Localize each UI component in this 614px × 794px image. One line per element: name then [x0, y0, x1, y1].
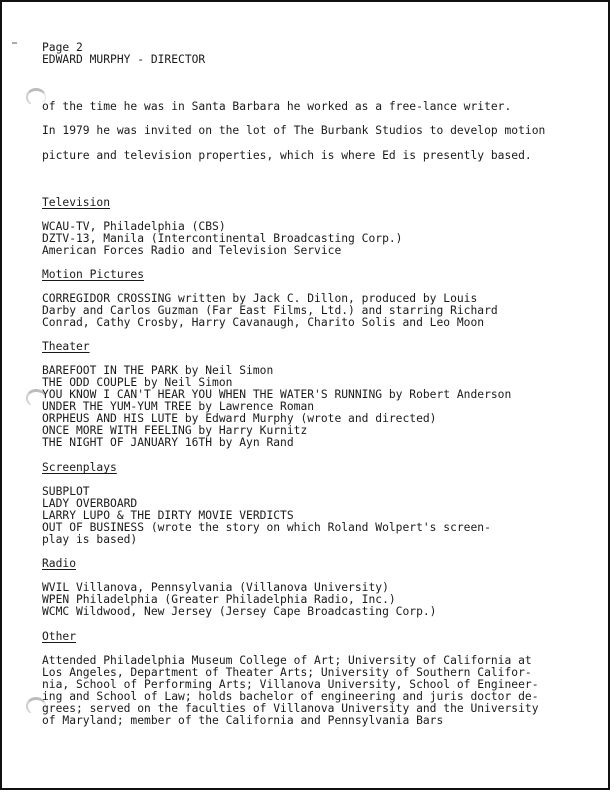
section-line: THE ODD COUPLE by Neil Simon — [42, 376, 233, 389]
section-line: Attended Philadelphia Museum College of Art; University of California at — [42, 654, 532, 667]
intro-line: picture and television properties, which is where Ed is presently based. — [42, 149, 532, 162]
section-heading-theater: Theater — [42, 340, 90, 353]
section-line: American Forces Radio and Television Service — [42, 244, 342, 257]
section-line: SUBPLOT — [42, 485, 90, 498]
section-heading-other: Other — [42, 630, 77, 643]
section-line: of Maryland; member of the California and Pennsylvania Bars — [42, 714, 444, 727]
section-line: nia, School of Performing Arts; Villanova University, School of Engineer- — [42, 678, 539, 691]
section-line: Los Angeles, Department of Theater Arts; University of Southern Califor- — [42, 666, 532, 679]
section-line: THE NIGHT OF JANUARY 16TH by Ayn Rand — [42, 436, 294, 449]
section-line: CORREGIDOR CROSSING written by Jack C. Dillon, produced by Louis — [42, 292, 478, 305]
section-heading-television: Television — [42, 196, 111, 209]
section-line: Darby and Carlos Guzman (Far East Films, Ltd.) and starring Richard — [42, 304, 498, 317]
section-line: UNDER THE YUM-YUM TREE by Lawrence Roman — [42, 400, 315, 413]
section-line: YOU KNOW I CAN'T HEAR YOU WHEN THE WATER'S RUNNING by Robert Anderson — [42, 388, 512, 401]
section-line: DZTV-13, Manila (Intercontinental Broadcasting Corp.) — [42, 232, 403, 245]
section-line: LARRY LUPO & THE DIRTY MOVIE VERDICTS — [42, 509, 294, 522]
section-line: ORPHEUS AND HIS LUTE by Edward Murphy (wrote and directed) — [42, 412, 437, 425]
section-line: WPEN Philadelphia (Greater Philadelphia Radio, Inc.) — [42, 593, 396, 606]
section-line: OUT OF BUSINESS (wrote the story on which Roland Wolpert's screen- — [42, 521, 491, 534]
section-line: LADY OVERBOARD — [42, 497, 138, 510]
document-subject: EDWARD MURPHY - DIRECTOR — [42, 53, 206, 66]
section-heading-radio: Radio — [42, 557, 77, 570]
scan-mark — [12, 42, 17, 44]
section-line: grees; served on the faculties of Villanova University and the University — [42, 702, 539, 715]
section-line: BAREFOOT IN THE PARK by Neil Simon — [42, 364, 274, 377]
section-line: WVIL Villanova, Pennsylvania (Villanova University) — [42, 581, 389, 594]
page-number: Page 2 — [42, 41, 83, 54]
section-heading-motion-pictures: Motion Pictures — [42, 268, 145, 281]
section-line: WCAU-TV, Philadelphia (CBS) — [42, 220, 226, 233]
section-line: ing and School of Law; holds bachelor of engineering and juris doctor de- — [42, 690, 539, 703]
section-line: ONCE MORE WITH FEELING by Harry Kurnitz — [42, 424, 308, 437]
intro-line: of the time he was in Santa Barbara he worked as a free-lance writer. — [42, 100, 512, 113]
section-heading-screenplays: Screenplays — [42, 461, 117, 474]
section-line: Conrad, Cathy Crosby, Harry Cavanaugh, Charito Solis and Leo Moon — [42, 316, 485, 329]
section-line: WCMC Wildwood, New Jersey (Jersey Cape Broadcasting Corp.) — [42, 605, 437, 618]
section-line: play is based) — [42, 533, 138, 546]
intro-line: In 1979 he was invited on the lot of The Burbank Studios to develop motion — [42, 124, 546, 137]
